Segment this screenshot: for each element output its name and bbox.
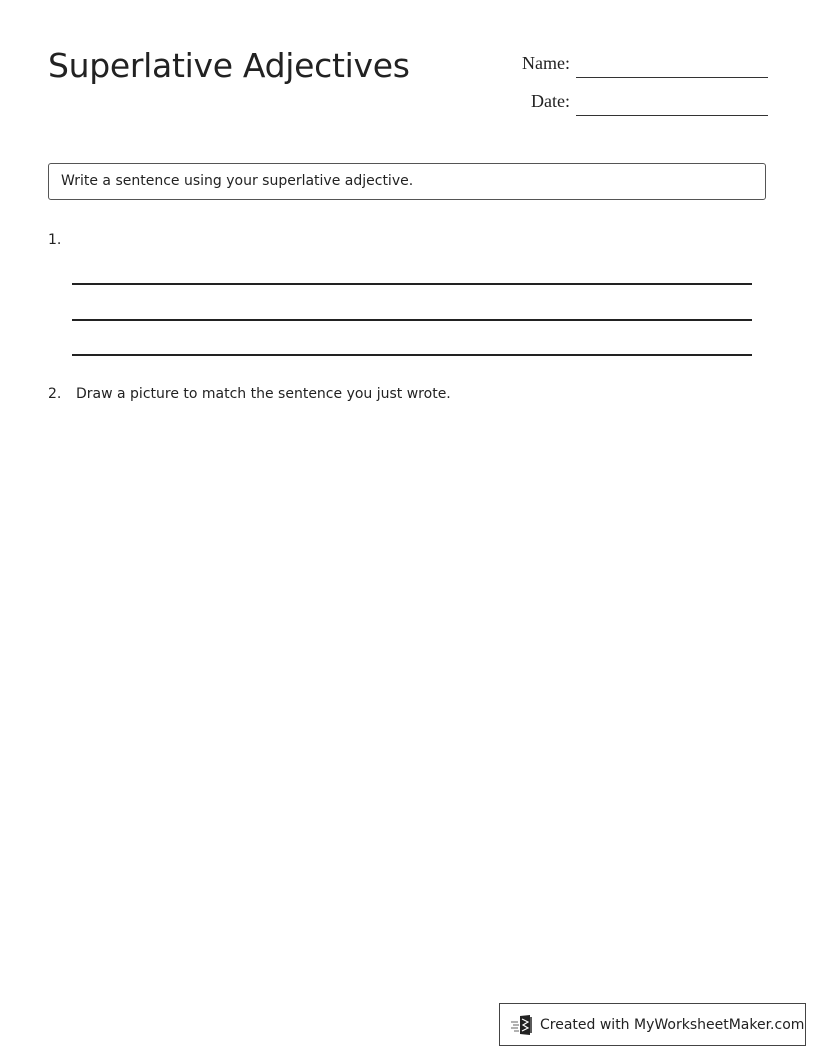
footer-badge[interactable] [499,1003,806,1046]
name-field [500,48,768,78]
question-2-text: Draw a picture to match the sentence you just wrote. [76,386,451,402]
answer-line-1[interactable] [72,283,752,285]
instruction-box: Write a sentence using your superlative adjective. [48,163,766,200]
answer-line-3[interactable] [72,354,752,356]
date-input-line[interactable] [576,115,768,116]
answer-line-2[interactable] [72,319,752,321]
worksheet-maker-logo-icon [510,1013,536,1037]
question-2-number: 2. [48,386,62,402]
question-1-number: 1. [48,232,62,248]
date-field [500,86,768,116]
footer-text: Created with MyWorksheetMaker.com [540,1016,805,1033]
page-title: Superlative Adjectives [48,46,410,85]
date-label: Date: [531,91,570,111]
name-input-line[interactable] [576,77,768,78]
name-label: Name: [522,53,570,73]
